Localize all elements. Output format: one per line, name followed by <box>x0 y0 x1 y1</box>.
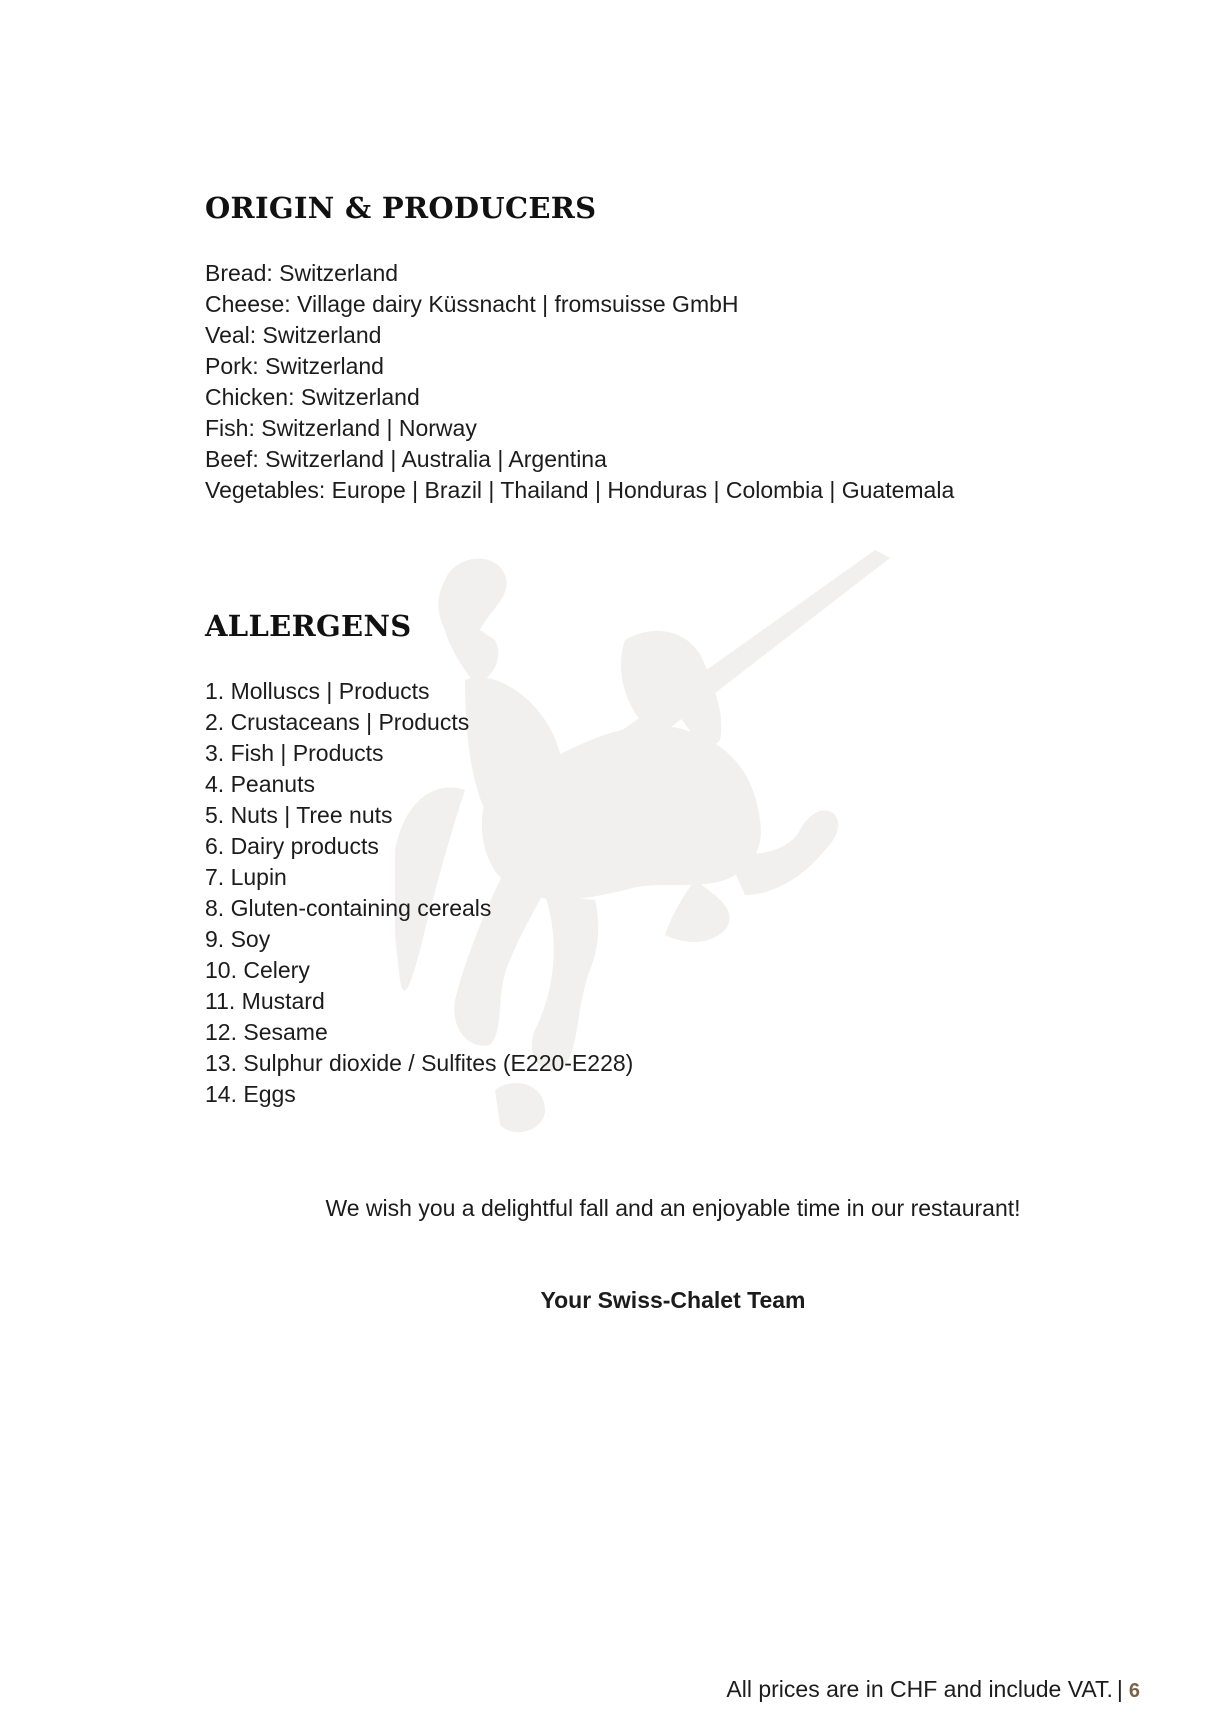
allergen-item: 5. Nuts | Tree nuts <box>205 802 393 828</box>
allergen-item: 4. Peanuts <box>205 771 315 797</box>
allergen-item: 1. Molluscs | Products <box>205 678 430 704</box>
origin-item-cheese: Cheese: Village dairy Küssnacht | fromsuisse GmbH <box>205 291 739 317</box>
page-number: 6 <box>1128 1680 1140 1702</box>
origin-item-bread: Bread: Switzerland <box>205 260 399 286</box>
allergen-item: 9. Soy <box>205 926 271 952</box>
allergens-section <box>205 606 633 1110</box>
origin-item-beef: Beef: Switzerland | Australia | Argentina <box>205 446 607 472</box>
allergen-item: 14. Eggs <box>205 1081 296 1107</box>
origin-item-chicken: Chicken: Switzerland <box>205 384 420 410</box>
closing-signature: Your Swiss-Chalet Team <box>540 1287 806 1313</box>
allergen-item: 8. Gluten-containing cereals <box>205 895 492 921</box>
allergen-item: 6. Dairy products <box>205 833 379 859</box>
origin-item-veal: Veal: Switzerland <box>205 322 382 348</box>
origin-producers-section <box>205 188 954 506</box>
allergen-item: 12. Sesame <box>205 1019 328 1045</box>
origin-item-vegetables: Vegetables: Europe | Brazil | Thailand | Honduras | Colombia | Guatemala <box>205 477 955 503</box>
footer-separator: | <box>1116 1676 1123 1702</box>
origin-item-fish: Fish: Switzerland | Norway <box>205 415 477 441</box>
footer-note: All prices are in CHF and include VAT. <box>726 1676 1113 1702</box>
allergens-list <box>205 676 633 1110</box>
allergens-heading: ALLERGENS <box>205 609 412 643</box>
allergen-item: 3. Fish | Products <box>205 740 384 766</box>
allergen-item: 13. Sulphur dioxide / Sulfites (E220-E228) <box>205 1050 634 1076</box>
allergen-item: 2. Crustaceans | Products <box>205 709 470 735</box>
page-footer <box>726 1676 1140 1703</box>
allergen-item: 11. Mustard <box>205 988 325 1014</box>
origin-item-pork: Pork: Switzerland <box>205 353 384 379</box>
closing-wish: We wish you a delightful fall and an enjoyable time in our restaurant! <box>325 1195 1021 1221</box>
allergen-item: 7. Lupin <box>205 864 287 890</box>
origin-list <box>205 258 954 506</box>
allergen-item: 10. Celery <box>205 957 310 983</box>
origin-heading: ORIGIN & PRODUCERS <box>205 191 597 225</box>
